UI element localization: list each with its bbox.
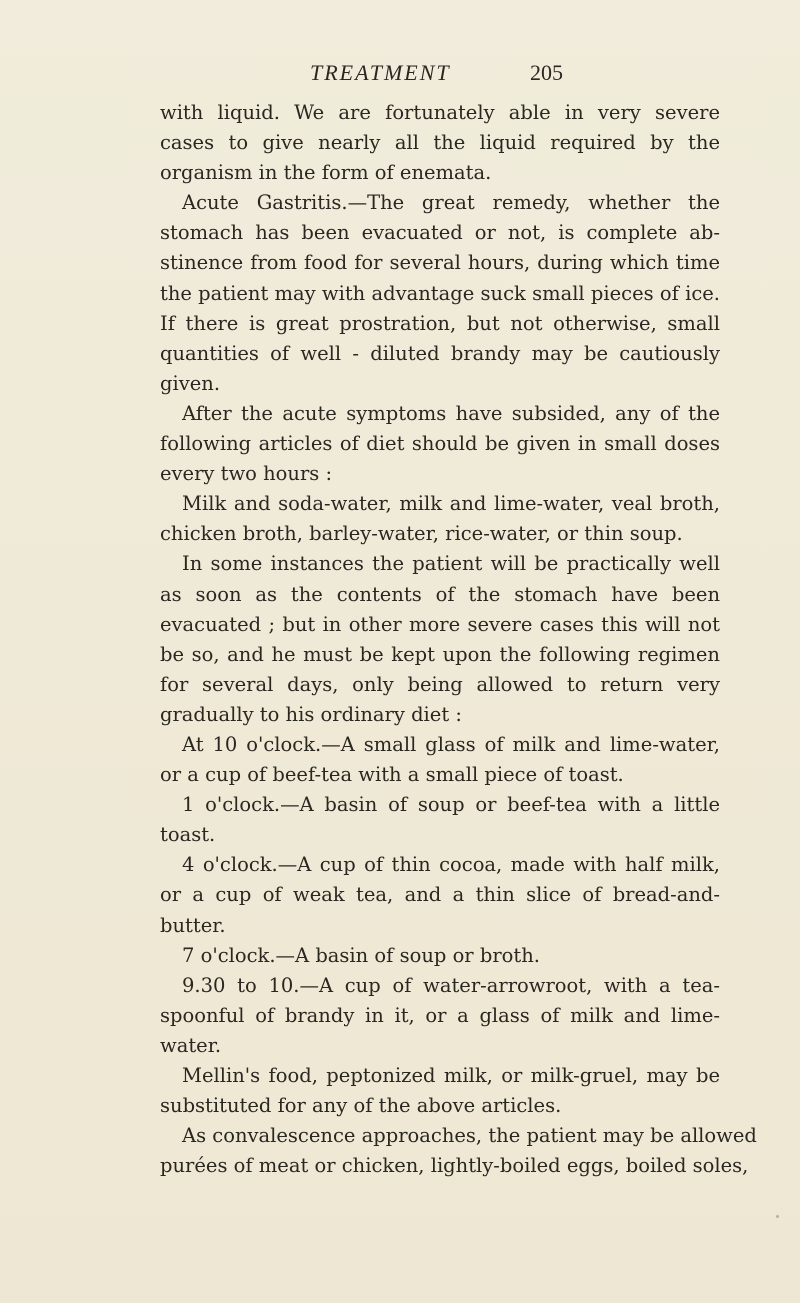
text-line: purées of meat or chicken, lightly-boiled eggs, boiled soles,	[160, 1154, 749, 1178]
text-line: the patient may with advantage suck small pieces of ice.	[160, 281, 720, 305]
text-line: organism in the form of enemata.	[160, 161, 492, 185]
text-line: toast.	[160, 823, 216, 847]
running-head: TREATMENT	[310, 60, 451, 85]
text-line: as soon as the contents of the stomach have been	[160, 582, 720, 606]
text-line: for several days, only being allowed to return very	[160, 672, 720, 696]
text-line: 1 o'clock.—A basin of soup or beef-tea with a little	[182, 793, 720, 817]
text-line: every two hours :	[160, 462, 333, 486]
text-line: 7 o'clock.—A basin of soup or broth.	[182, 943, 540, 967]
text-line: given.	[160, 371, 221, 395]
page-number: 205	[530, 60, 563, 85]
text-line: evacuated ; but in other more severe cases this will not	[160, 612, 720, 636]
text-line: gradually to his ordinary diet :	[160, 702, 462, 726]
text-line: be so, and he must be kept upon the following regimen	[160, 642, 720, 666]
text-line: If there is great prostration, but not otherwise, small	[160, 311, 720, 335]
text-line: After the acute symptoms have subsided, any of the	[182, 401, 720, 425]
text-line: 9.30 to 10.—A cup of water-arrowroot, with a tea-	[182, 973, 720, 997]
text-line: Milk and soda-water, milk and lime-water, veal broth,	[182, 492, 720, 516]
text-line: chicken broth, barley-water, rice-water, or thin soup.	[160, 522, 683, 546]
paper-speck	[776, 1215, 779, 1218]
text-line: substituted for any of the above articles.	[160, 1094, 562, 1118]
text-line: At 10 o'clock.—A small glass of milk and lime-water,	[182, 732, 720, 756]
text-line: or a cup of beef-tea with a small piece of toast.	[160, 763, 624, 787]
text-line: butter.	[160, 913, 226, 937]
text-line: Acute Gastritis.—The great remedy, whether the	[182, 191, 720, 215]
text-line: cases to give nearly all the liquid required by the	[160, 131, 720, 155]
text-line: quantities of well - diluted brandy may be cautiously	[160, 341, 720, 365]
text-line: As convalescence approaches, the patient may be allowed	[182, 1124, 757, 1148]
text-line: Mellin's food, peptonized milk, or milk-gruel, may be	[182, 1064, 720, 1087]
text-line: spoonful of brandy in it, or a glass of milk and lime-	[160, 1003, 720, 1027]
page-header	[0, 60, 800, 90]
text-line: following articles of diet should be given in small doses	[160, 432, 720, 456]
text-line: with liquid. We are fortunately able in very severe	[160, 101, 720, 124]
text-line: stinence from food for several hours, during which time	[160, 251, 720, 275]
text-line: 4 o'clock.—A cup of thin cocoa, made with half milk,	[182, 853, 720, 877]
text-line: water.	[160, 1033, 222, 1057]
text-line: stomach has been evacuated or not, is complete ab-	[160, 221, 720, 245]
body-text	[160, 98, 757, 1181]
text-line: In some instances the patient will be practically well	[182, 552, 720, 576]
text-line: or a cup of weak tea, and a thin slice of bread-and-	[160, 883, 720, 907]
